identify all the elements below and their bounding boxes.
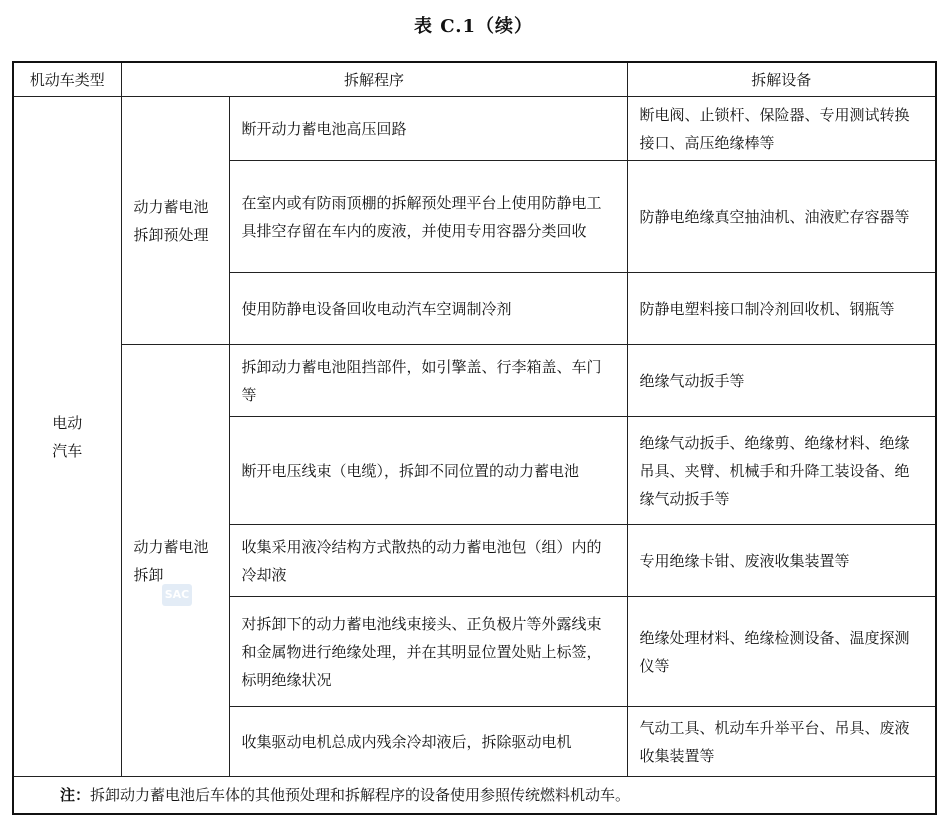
equipment-cell: 专用绝缘卡钳、废液收集装置等 [627,525,936,597]
header-row [13,62,936,97]
note-cell [13,777,936,815]
header-equipment: 拆解设备 [627,62,936,97]
group-name: 动力蓄电池 拆卸 [133,537,209,584]
equipment-cell: 防静电绝缘真空抽油机、油液贮存容器等 [627,161,936,273]
step-cell: 使用防静电设备回收电动汽车空调制冷剂 [229,273,627,345]
equipment-cell: 绝缘处理材料、绝缘检测设备、温度探测仪等 [627,597,936,707]
table-row [13,345,936,417]
vehicle-type-text: 电动 汽车 [52,413,83,460]
header-procedure: 拆解程序 [121,62,627,97]
equipment-cell: 断电阀、止锁杆、保险器、专用测试转换接口、高压绝缘棒等 [627,97,936,161]
step-cell: 断开电压线束（电缆），拆卸不同位置的动力蓄电池 [229,417,627,525]
step-cell: 断开动力蓄电池高压回路 [229,97,627,161]
note-label: 注： [60,786,91,804]
watermark-logo: SAC [162,584,192,606]
note-row [13,777,936,815]
group-name-cell [121,97,229,345]
equipment-cell: 绝缘气动扳手、绝缘剪、绝缘材料、绝缘吊具、夹臂、机械手和升降工装设备、绝缘气动扳手等 [627,417,936,525]
disassembly-table [12,61,937,815]
header-vehicle-type: 机动车类型 [13,62,121,97]
equipment-cell: 防静电塑料接口制冷剂回收机、钢瓶等 [627,273,936,345]
step-cell: 对拆卸下的动力蓄电池线束接头、正负极片等外露线束和金属物进行绝缘处理，并在其明显位置处贴上标签，标明绝缘状况 [229,597,627,707]
group-name-cell [121,345,229,777]
step-cell: 收集驱动电机总成内残余冷却液后，拆除驱动电机 [229,707,627,777]
table-title: 表 C.1（续） [413,16,534,37]
equipment-cell: 绝缘气动扳手等 [627,345,936,417]
step-cell: 在室内或有防雨顶棚的拆解预处理平台上使用防静电工具排空存留在车内的废液，并使用专用容器分类回收 [229,161,627,273]
note-text: 拆卸动力蓄电池后车体的其他预处理和拆解程序的设备使用参照传统燃料机动车。 [90,786,631,804]
group-name: 动力蓄电池 拆卸预处理 [133,197,209,244]
step-cell: 拆卸动力蓄电池阻挡部件，如引擎盖、行李箱盖、车门等 [229,345,627,417]
step-cell: 收集采用液冷结构方式散热的动力蓄电池包（组）内的冷却液 [229,525,627,597]
equipment-cell: 气动工具、机动车升举平台、吊具、废液收集装置等 [627,707,936,777]
table-row [13,97,936,161]
vehicle-type-cell [13,97,121,777]
